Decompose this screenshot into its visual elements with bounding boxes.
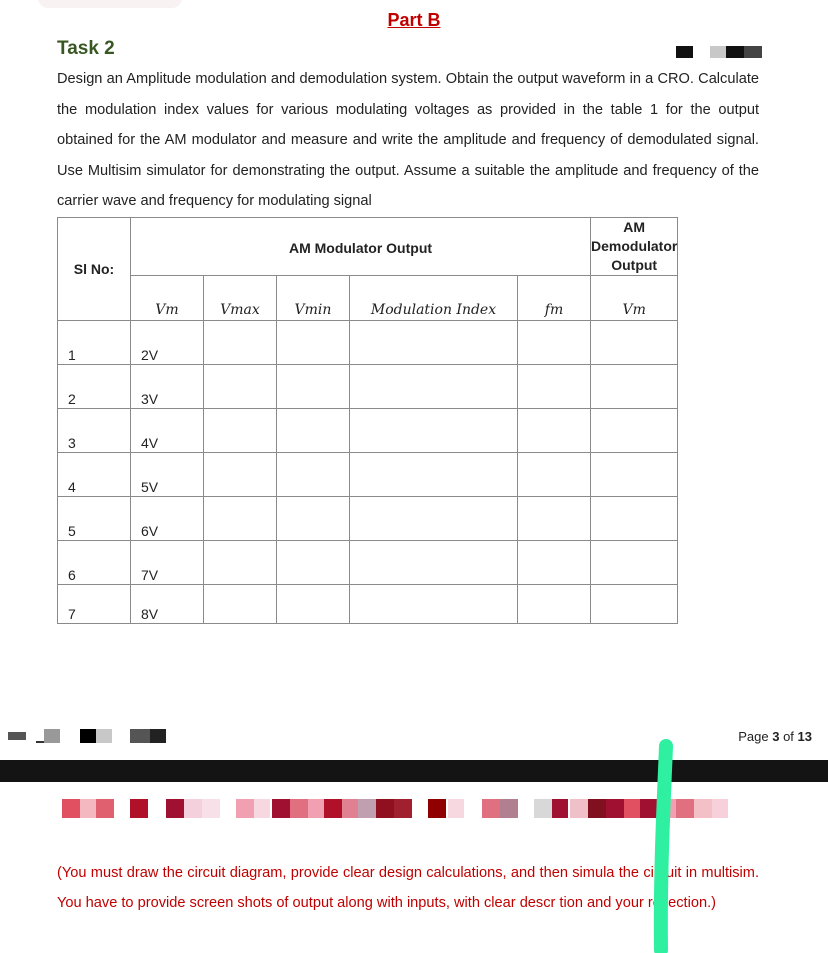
vmin-cell [277,409,350,453]
modulation-index-cell [350,541,518,585]
vmax-cell [204,585,277,624]
vm-demod-cell [591,409,678,453]
sl-cell: 1 [58,321,131,365]
fm-cell [518,409,591,453]
page-mid: of [779,729,798,744]
vm-cell: 3V [131,365,204,409]
page-prefix: Page [738,729,773,744]
vm-cell: 7V [131,541,204,585]
table-row [58,585,678,624]
fm-cell [518,453,591,497]
sl-cell: 2 [58,365,131,409]
vm-demod-cell [591,321,678,365]
redaction-bar [0,760,828,782]
vm-demod-cell [591,497,678,541]
part-title: Part B [387,10,441,30]
vmax-cell [204,365,277,409]
table-row [58,321,678,365]
col-vm-demod-header: Vm [591,276,678,321]
am-demodulator-header: AM Demodulator Output [591,218,678,276]
fm-cell [518,365,591,409]
sl-cell: 5 [58,497,131,541]
page-number [738,729,812,744]
fm-cell [518,497,591,541]
vm-demod-cell [591,453,678,497]
sl-cell: 4 [58,453,131,497]
table-row [58,409,678,453]
vmax-cell [204,453,277,497]
vm-demod-cell [591,541,678,585]
col-vmin-header: Vmin [277,276,350,321]
fm-cell [518,321,591,365]
modulation-index-cell [350,321,518,365]
vmin-cell [277,541,350,585]
table-row [58,365,678,409]
table-row [58,497,678,541]
fm-cell [518,585,591,624]
redacted-footer-marks [8,729,168,745]
sl-no-header: Sl No: [58,218,131,321]
vmax-cell [204,409,277,453]
vm-cell: 6V [131,497,204,541]
top-tab-decoration [38,0,182,8]
modulation-index-cell [350,365,518,409]
redacted-marks [676,46,766,60]
vmax-cell [204,497,277,541]
vmin-cell [277,497,350,541]
table-row [58,453,678,497]
modulation-index-cell [350,409,518,453]
vm-demod-cell [591,365,678,409]
vmin-cell [277,365,350,409]
col-vm-header: Vm [131,276,204,321]
modulation-index-cell [350,453,518,497]
col-modulation-index-header: Modulation Index [350,276,518,321]
am-modulator-header: AM Modulator Output [131,218,591,276]
fm-cell [518,541,591,585]
instructions-note: (You must draw the circuit diagram, provide clear design calculations, and then simula the circuit in multisim. You have to provide screen shots of output along with inputs, with clear descr tion and your reflection.) [57,865,759,911]
vmax-cell [204,321,277,365]
vm-demod-cell [591,585,678,624]
vm-cell: 2V [131,321,204,365]
vmax-cell [204,541,277,585]
table-row [58,541,678,585]
vmin-cell [277,453,350,497]
task-description: Design an Amplitude modulation and demodulation system. Obtain the output waveform in a CRO. Calculate the modulation index values for various modulating voltages as provided in the table 1 for the output obtained for the AM modulator and measure and write the amplitude and frequency of demodulated signal. Use Multisim simulator for demonstrating the output. Assume a suitable the amplitude and frequency of the carrier wave and frequency for modulating signal [57,71,759,209]
sl-cell: 3 [58,409,131,453]
vm-cell: 4V [131,409,204,453]
modulation-index-cell [350,585,518,624]
page-total: 13 [797,729,812,744]
vmin-cell [277,321,350,365]
sl-cell: 7 [58,585,131,624]
highlighter-stroke [652,738,680,953]
col-fm-header: fm [518,276,591,321]
col-vmax-header: Vmax [204,276,277,321]
page-current: 3 [772,729,780,744]
vmin-cell [277,585,350,624]
results-table [57,217,678,624]
vm-cell: 8V [131,585,204,624]
vm-cell: 5V [131,453,204,497]
task-title: Task 2 [57,38,115,59]
sl-cell: 6 [58,541,131,585]
modulation-index-cell [350,497,518,541]
